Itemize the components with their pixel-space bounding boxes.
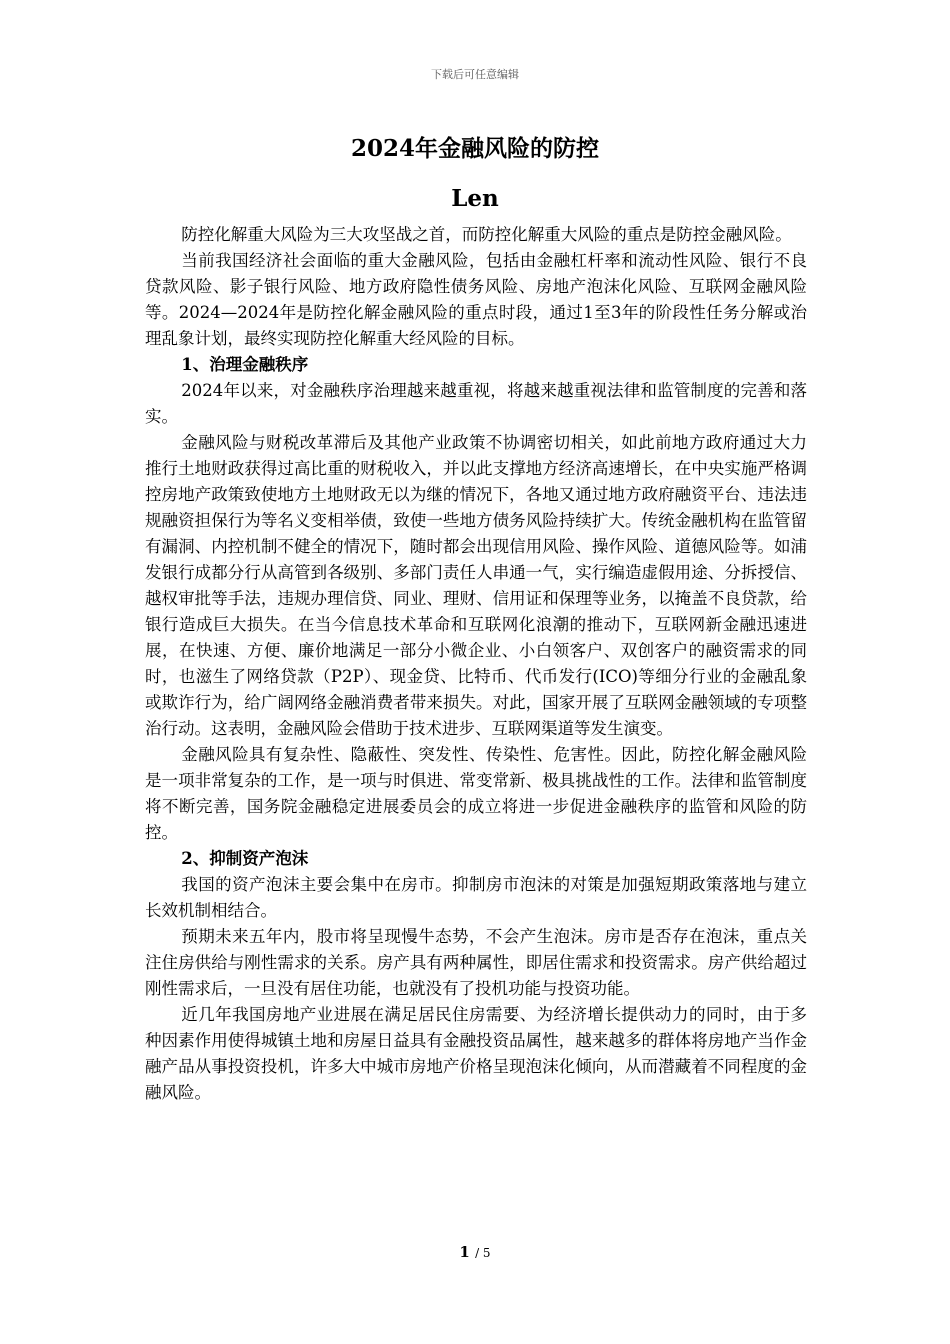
paragraph-housing-bubble: 我国的资产泡沫主要会集中在房市。抑制房市泡沫的对策是加强短期政策落地与建立长效机制相结合。 <box>145 875 807 920</box>
current-page: 1 <box>459 1243 470 1261</box>
section-heading-financial-order: 1、治理金融秩序 <box>181 355 309 374</box>
download-note: 下载后可任意编辑 <box>431 68 519 81</box>
paragraph-intro: 防控化解重大风险为三大攻坚战之首，而防控化解重大风险的重点是防控金融风险。 <box>181 225 792 244</box>
paragraph-real-estate: 近几年我国房地产业进展在满足居民住房需要、为经济增长提供动力的同时，由于多种因素作用使得城镇土地和房屋日益具有金融投资品属性，越来越多的群体将房地产当作金融产品从事投资投机，许多大中城市房地产价格呈现泡沫化倾向，从而潜藏着不同程度的金融风险。 <box>145 1005 807 1102</box>
paragraph-risk-causes: 金融风险与财税改革滞后及其他产业政策不协调密切相关，如此前地方政府通过大力推行土地财政获得过高比重的财税收入，并以此支撑地方经济高速增长，在中央实施严格调控房地产政策致使地方土地财政无以为继的情况下，各地又通过地方政府融资平台、违法违规融资担保行为等名义变相举债，致使一些地方债务风险持续扩大。传统金融机构在监管留有漏洞、内控机制不健全的情况下，随时都会出现信用风险、操作风险、道德风险等。如浦发银行成都分行从高管到各级别、多部门责任人串通一气，实行编造虚假用途、分拆授信、越权审批等手法，违规办理信贷、同业、理财、信用证和保理等业务，以掩盖不良贷款，给银行造成巨大损失。在当今信息技术革命和互联网化浪潮的推动下，互联网新金融迅速进展，在快速、方便、廉价地满足一部分小微企业、小白领客户、双创客户的融资需求的同时，也滋生了网络贷款（P2P）、现金贷、比特币、代币发行(ICO)等细分行业的金融乱象或欺诈行为，给广阔网络金融消费者带来损失。对此，国家开展了互联网金融领域的专项整治行动。这表明，金融风险会借助于技术进步、互联网渠道等发生演变。 <box>145 433 807 738</box>
paragraph-risk-characteristics: 金融风险具有复杂性、隐蔽性、突发性、传染性、危害性。因此，防控化解金融风险是一项非常复杂的工作，是一项与时俱进、常变常新、极具挑战性的工作。法律和监管制度将不断完善，国务院金融稳定进展委员会的成立将进一步促进金融秩序的监管和风险的防控。 <box>145 745 807 842</box>
document-body <box>145 222 807 1106</box>
document-author: Len <box>451 185 499 212</box>
paragraph-order-governance: 2024年以来，对金融秩序治理越来越重视，将越来越重视法律和监管制度的完善和落实。 <box>145 381 807 426</box>
paragraph-market-outlook: 预期未来五年内，股市将呈现慢牛态势，不会产生泡沫。房市是否存在泡沫，重点关注住房供给与刚性需求的关系。房产具有两种属性，即居住需求和投资需求。房产供给超过刚性需求后，一旦没有居住功能，也就没有了投机功能与投资功能。 <box>145 927 807 998</box>
page-number <box>0 1243 950 1261</box>
section-heading-asset-bubble: 2、抑制资产泡沫 <box>181 849 309 868</box>
paragraph-major-risks: 当前我国经济社会面临的重大金融风险，包括由金融杠杆率和流动性风险、银行不良贷款风险、影子银行风险、地方政府隐性债务风险、房地产泡沫化风险、互联网金融风险等。2024—2024年是防控化解金融风险的重点时段，通过1至3年的阶段性任务分解或治理乱象计划，最终实现防控化解重大经风险的目标。 <box>145 251 807 348</box>
total-pages: / 5 <box>475 1246 491 1260</box>
document-title: 2024年金融风险的防控 <box>350 135 599 162</box>
